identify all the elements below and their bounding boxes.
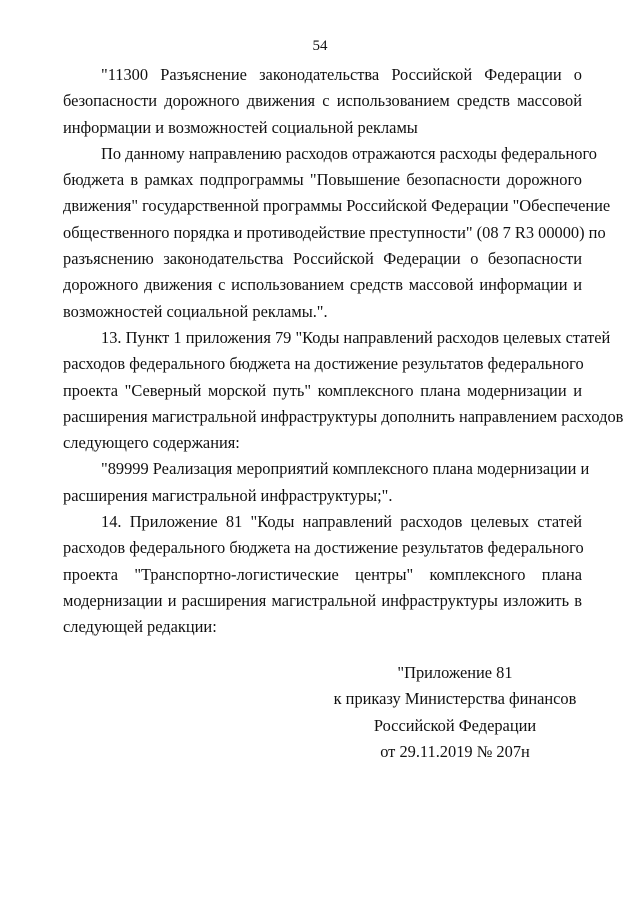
appendix-date: от 29.11.2019 № 207н	[380, 741, 530, 761]
text-line: "11300 Разъяснение законодательства Российской Федерации о	[101, 65, 582, 84]
text-line: "89999 Реализация мероприятий комплексного плана модернизации и	[101, 459, 590, 479]
text-line: бюджета в рамках подпрограммы "Повышение безопасности дорожного	[63, 170, 582, 190]
text-line: проекта "Транспортно-логистические центры" комплексного плана	[63, 564, 582, 584]
appendix-country: Российской Федерации	[373, 715, 537, 735]
paragraph-item-14	[63, 509, 582, 640]
paragraph-description	[63, 141, 611, 325]
page-number: 54	[312, 38, 328, 54]
text-line: безопасности дорожного движения с использованием средств массовой	[63, 91, 582, 111]
text-line: расходов федерального бюджета на достижение результатов федерального	[63, 354, 584, 374]
text-line: дорожного движения с использованием средств массовой информации и	[63, 275, 582, 295]
text-line: движения" государственной программы Российской Федерации "Обеспечение	[63, 196, 611, 216]
paragraph-89999	[63, 456, 590, 509]
appendix-header	[330, 660, 580, 765]
text-line: общественного порядка и противодействие преступности" (08 7 R3 00000) по	[63, 222, 606, 242]
text-line: расходов федерального бюджета на достижение результатов федерального	[63, 538, 584, 558]
paragraph-item-13	[63, 325, 624, 456]
text-line: следующего содержания:	[63, 433, 240, 453]
text-line: следующей редакции:	[63, 617, 217, 637]
text-line: 14. Приложение 81 "Коды направлений расходов целевых статей	[101, 512, 582, 532]
text-line: возможностей социальной рекламы.".	[63, 301, 328, 321]
text-line: разъяснению законодательства Российской Федерации о безопасности	[63, 249, 582, 269]
text-line: расширения магистральной инфраструктуры;".	[63, 485, 393, 505]
text-line: 13. Пункт 1 приложения 79 "Коды направлений расходов целевых статей	[101, 327, 611, 347]
appendix-order: к приказу Министерства финансов	[333, 689, 577, 709]
text-line: расширения магистральной инфраструктуры дополнить направлением расходов	[63, 406, 624, 426]
appendix-title: "Приложение 81	[397, 663, 513, 682]
text-line: проекта "Северный морской путь" комплексного плана модернизации и	[63, 380, 582, 400]
paragraph-11300	[63, 62, 582, 141]
text-line: модернизации и расширения магистральной инфраструктуры изложить в	[63, 590, 582, 610]
document-body	[63, 62, 624, 641]
text-line: По данному направлению расходов отражаются расходы федерального	[101, 143, 597, 163]
text-line: информации и возможностей социальной рекламы	[63, 117, 418, 137]
